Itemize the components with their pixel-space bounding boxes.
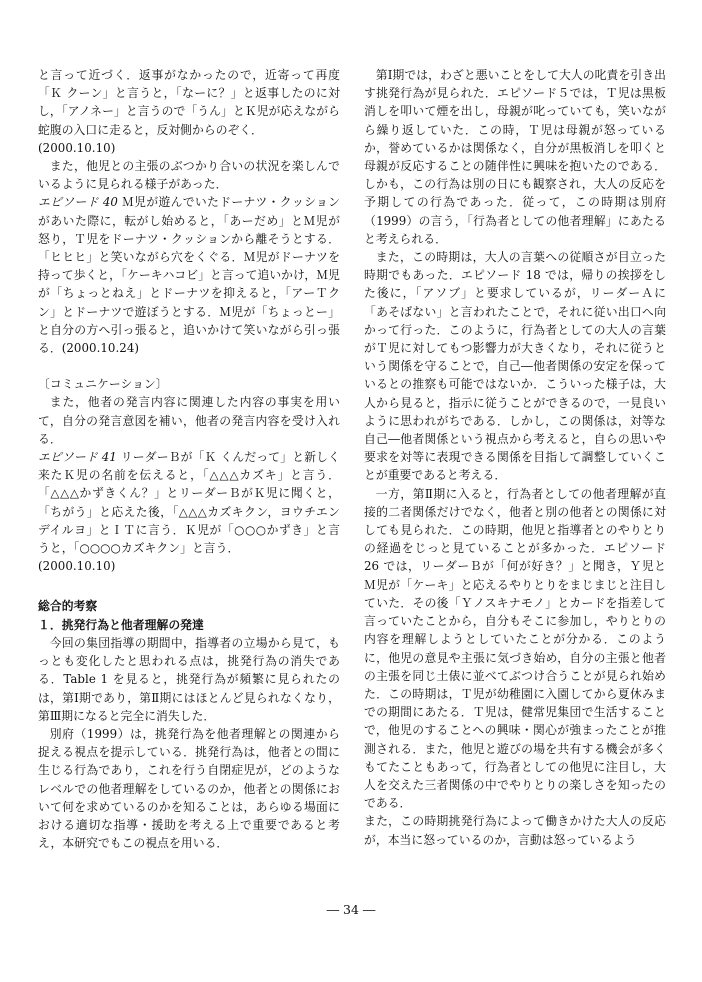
episode-date: (2000.10.10) bbox=[38, 559, 116, 574]
episode-label: エピソード 41 bbox=[38, 450, 117, 465]
episode-text: リーダーＢが「Ｋ くんだって」と新しく来たＫ児の名前を伝えると，「△△△カズキ」と言う．「△△△かずきくん？」とリーダーＢがＫ児に聞くと，「ちがう」と応えた後，「△△△カズキクン，ヨウチエンデイルヨ」とＩＴに言う．Ｋ児が「○○○かずき」と言うと，「○○○○カズキクン」と言う． bbox=[38, 450, 340, 556]
paragraph bbox=[38, 66, 340, 157]
left-column bbox=[38, 66, 340, 852]
episode-date: (2000.10.10) bbox=[38, 140, 116, 155]
section-communication: 〔コミュニケーション〕 bbox=[38, 377, 168, 392]
paragraph: 今回の集団指導の期間中，指導者の立場から見て，もっとも変化したと思われる点は，挑発行為の消失である．Table 1 を見ると，挑発行為が頻繁に見られたのは，第Ⅰ期であり，第Ⅱ期にはほとんど見られなくなり，第Ⅲ期になると完全に消失した． bbox=[38, 635, 340, 723]
episode-label: エピソード 40 bbox=[38, 195, 118, 210]
section-title: 総合的考察 bbox=[38, 599, 98, 614]
paragraph: また，この時期は，大人の言葉への従順さが目立った時期でもあった．エピソード 18 では，帰りの挨拶をした後に，「アソブ」と要求しているが，リーダーＡに「あそばない」と言われたことで，それに従い出口へ向かって行った．このように，行為者としての大人の言葉がＴ児に対してもつ影響力が大きくなり，それに従うという関係を守ることで，自己―他者関係の安定を保っているとの推察も可能ではないか．こういった様子は，大人から見ると，指示に従うことができるので，一見良いように思われがちである．しかし，この関係は，対等な自己―他者関係という視点から考えると，自らの思いや要求を対等に表現できる関係を目指して調整していくことが重要であると考える． bbox=[364, 250, 666, 483]
episode-date: (2000.10.24) bbox=[61, 341, 140, 356]
paragraph: 別府（1999）は，挑発行為を他者理解との関連から捉える視点を提示している．挑発行為は，他者との間に生じる行為であり，これを行う自閉症児が，どのようなレベルでの他者理解をしているのか，他者との関係において何を求めているのかを知ることは，あらゆる場面における適切な指導・援助を考える上で重要であると考え，本研究でもこの視点を用いる． bbox=[38, 726, 340, 851]
paragraph: 第Ⅰ期では，わざと悪いことをして大人の叱責を引き出す挑発行為が見られた．エピソード５では，Ｔ児は黒板消しを叩いて煙を出し，母親が叱っていても，笑いながら繰り返していた．この時，Ｔ児は母親が怒っているか，誉めているかは関係なく，自分が黒板消しを叩くと母親が反応することの随伴性に興味を抱いたのである．しかも，この行為は別の日にも観察され，大人の反応を予期しての行為であった．従って，この時期は別府（1999）の言う，「行為者としての他者理解」にあたると考えられる． bbox=[364, 68, 666, 246]
paragraph: また，この時期挑発行為によって働きかけた大人の反応が，本当に怒っているのか，言動は怒っているよう bbox=[364, 814, 666, 847]
episode-41 bbox=[38, 448, 340, 575]
episode-text: Ｍ児が遊んでいたドーナツ・クッションがあいた際に，転がし始めると，「あーだめ」とＭ児が怒り，Ｔ児をドーナツ・クッションから離そうとする．「ヒヒヒ」と笑いながら穴をくぐる．Ｍ児がドーナツを持って歩くと，「ケーキハコビ」と言って追いかけ，Ｍ児が「ちょっとねえ」とドーナツを抑えると，「アーＴクン」とドーナツで遊ぼうとする．Ｍ児が「ちょっとー」と自分の方へ引っ張ると，追いかけて笑いながら引っ張る． bbox=[38, 195, 340, 356]
page-number: ― 34 ― bbox=[326, 902, 376, 917]
paragraph: 一方，第Ⅱ期に入ると，行為者としての他者理解が直接的二者関係だけでなく，他者と別の他者との関係に対しても見られた．この時期，他児と指導者とのやりとりの経過をじっと見ていることが多かった．エピソード 26 では，リーダーＢが「何が好き？」と聞き，Ｙ児とＭ児が「ケーキ」と応えるやりとりをまじまじと注目していた．その後「Ｙノスキナモノ」とカードを指差して言っていたことから，自分もそこに参加し，やりとりの内容を理解しようとしていたことが分かる．このように，他児の意見や主張に気づき始め，自分の主張と他者の主張を同じ土俵に並べてぶつけ合うことが見られ始めた．この時期は，Ｔ児が幼稚園に入園してから夏休みまでの期間にあたる．Ｔ児は，健常児集団で生活することで，他児のすることへの興味・関心が強まったことが推測される．また，他児と遊びの場を共有する機会が多くもてたこともあって，行為者としての他児に注目し，大人を交えた三者関係の中でやりとりの楽しさを知ったのである． bbox=[364, 486, 666, 811]
paragraph-text: と言って近づく．返事がなかったので，近寄って再度「Ｋ クーン」と言うと，「なーに？」と返事したのに対し，「アノネー」と言うので「うん」とＫ児が応えながら蛇腹の入口に走ると，反対側からのぞく． bbox=[38, 68, 340, 137]
paragraph: また，他児との主張のぶつかり合いの状況を楽しんでいるように見られる様子があった． bbox=[38, 159, 340, 192]
subsection-title: １．挑発行為と他者理解の発達 bbox=[38, 617, 204, 632]
episode-40 bbox=[38, 193, 340, 357]
right-column bbox=[364, 66, 666, 849]
paragraph: また，他者の発言内容に関連した内容の事実を用いて，自分の発言意図を補い，他者の発言内容を受け入れる． bbox=[38, 395, 340, 446]
